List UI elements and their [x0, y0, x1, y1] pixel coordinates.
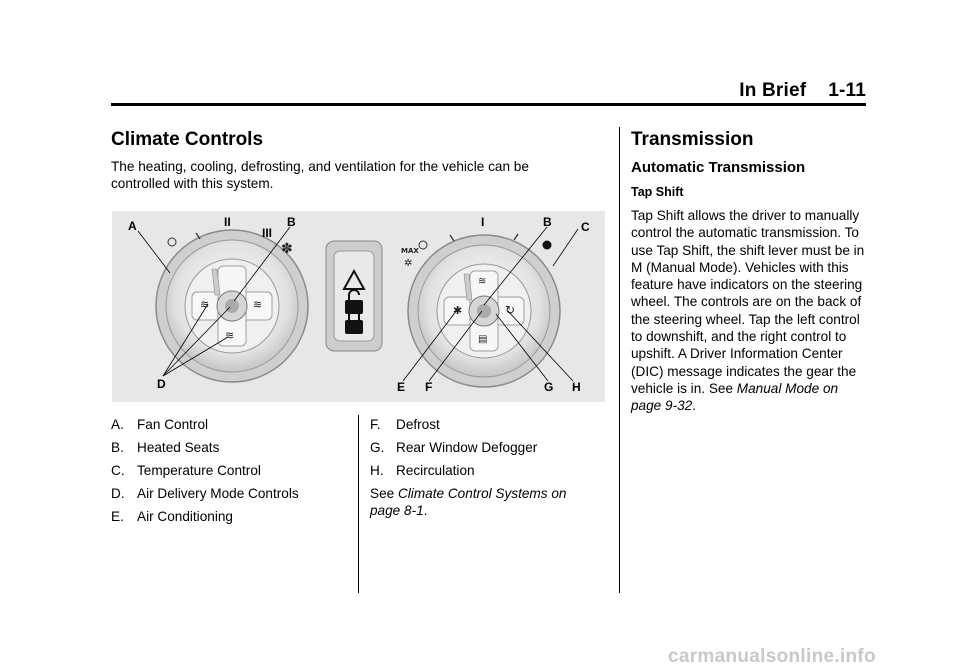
- fan-speed-label: II: [224, 215, 231, 229]
- climate-diagram: [112, 211, 605, 402]
- callout-label: B: [287, 215, 296, 229]
- manual-mode-reference: Manual Mode on page 9-32: [631, 380, 839, 414]
- legend-item: B. Heated Seats: [111, 440, 220, 455]
- legend-item: E. Air Conditioning: [111, 509, 233, 524]
- temperature-mark: I: [481, 215, 485, 229]
- fan-speed-label: III: [262, 226, 273, 240]
- callout-label: G: [544, 380, 554, 394]
- callout-label: B: [543, 215, 552, 229]
- column-divider: [619, 127, 620, 593]
- legend-item: H. Recirculation: [370, 463, 475, 478]
- callout-label: E: [397, 380, 406, 394]
- page-number: 1-11: [828, 80, 866, 101]
- section-heading-transmission: Transmission: [631, 129, 754, 150]
- climate-controls-figure: [112, 211, 605, 402]
- subheading-automatic-transmission: Automatic Transmission: [631, 159, 806, 176]
- tap-shift-body: Tap Shift allows the driver to manually control the automatic transmission. To use Tap Shift, the shift lever must be in M (Manual Mode). Vehicles with this feature have indicators on the steering wheel. The controls are on the back of the steering wheel. Tap the left control to downshift, and the right control to upshift. A Driver Information Center (DIC) message indicates the gear the vehicle is in. See Manual Mode on page 9-32.: [631, 208, 865, 414]
- svg-text:▤: ▤: [478, 334, 488, 345]
- callout-label: F: [425, 380, 433, 394]
- subsubheading-tap-shift: Tap Shift: [631, 185, 684, 199]
- legend-item: A. Fan Control: [111, 417, 209, 432]
- legend-item: F. Defrost: [370, 417, 440, 432]
- callout-label: C: [581, 220, 590, 234]
- section-heading-climate: Climate Controls: [111, 129, 264, 150]
- climate-see-reference: See Climate Control Systems on page 8-1.: [370, 486, 567, 519]
- climate-intro: The heating, cooling, defrosting, and ventilation for the vehicle can be controlled with this system.: [111, 159, 529, 192]
- svg-text:≋: ≋: [253, 298, 263, 311]
- callout-label: H: [572, 380, 581, 394]
- svg-text:✲: ✲: [404, 258, 413, 269]
- watermark: carmanualsonline.info: [668, 646, 876, 667]
- svg-text:≋: ≋: [225, 329, 235, 342]
- fan-control-dial: [156, 215, 308, 382]
- legend-item: C. Temperature Control: [111, 463, 261, 478]
- legend-item: G. Rear Window Defogger: [370, 440, 538, 455]
- svg-text:✱: ✱: [453, 304, 463, 317]
- max-label: MAX: [401, 247, 419, 255]
- svg-text:≋: ≋: [478, 276, 487, 287]
- svg-text:≋: ≋: [200, 298, 210, 311]
- callout-label: D: [157, 377, 166, 391]
- legend-item: D. Air Delivery Mode Controls: [111, 486, 299, 501]
- header-rule: [111, 103, 866, 106]
- column-divider: [358, 415, 359, 593]
- header-section-title: In Brief 1-11: [739, 80, 866, 101]
- callout-label: A: [128, 219, 137, 233]
- svg-text:✽: ✽: [281, 241, 293, 257]
- svg-text:↻: ↻: [505, 303, 516, 317]
- hazard-lock-module: [326, 241, 382, 351]
